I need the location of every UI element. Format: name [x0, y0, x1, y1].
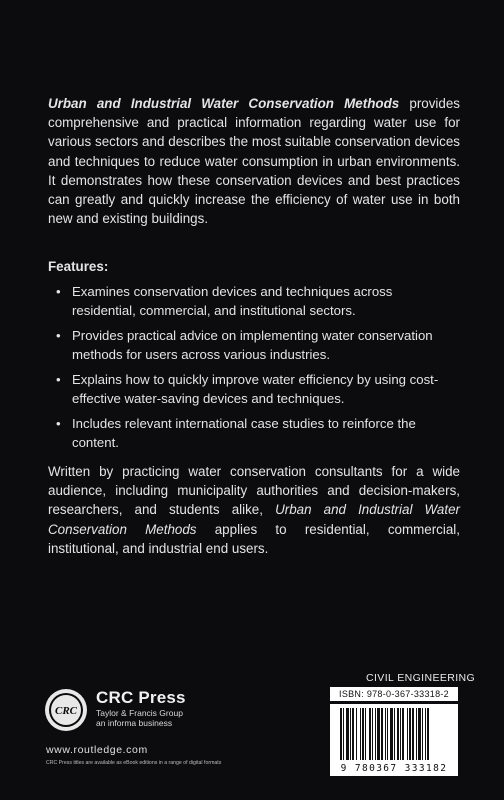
barcode-digits: 9 780367 333182: [340, 763, 448, 774]
barcode-bar: [372, 708, 373, 760]
barcode-bar: [360, 708, 361, 760]
feature-text: Provides practical advice on implementing water conservation methods for users across various industries.: [72, 328, 433, 362]
isbn-label: ISBN: 978-0-367-33318-2: [330, 687, 458, 701]
barcode-bar: [350, 708, 351, 760]
description-body: provides comprehensive and practical information regarding water use for various sectors and describes the most suitable conservation devices and techniques to reduce water consumption in urban environments. It demonstrates how these conservation devices and best practices can greatly and quickly increase the efficiency of water use in both new and existing buildings.: [48, 96, 460, 227]
logo-text: CRC: [54, 705, 78, 717]
bullet-icon: •: [56, 328, 61, 343]
publisher-subtitle: [96, 708, 183, 728]
crc-press-logo-icon: [44, 688, 88, 732]
feature-text: Examines conservation devices and techniques across residential, commercial, and institutional sectors.: [72, 284, 393, 318]
barcode-bar: [356, 708, 357, 760]
feature-text: Explains how to quickly improve water efficiency by using cost-effective water-saving devices and techniques.: [72, 372, 439, 406]
barcode-bar: [412, 708, 414, 760]
barcode-bar: [362, 708, 364, 760]
subject-category: CIVIL ENGINEERING: [366, 672, 476, 684]
closing-part-2: applies to residential, commercial, institutional, and industrial end users.: [48, 521, 460, 556]
barcode-bar: [340, 708, 342, 760]
barcode-bars: [330, 704, 458, 764]
bullet-icon: •: [56, 284, 61, 299]
barcode-bar: [397, 708, 399, 760]
closing-paragraph: [48, 462, 460, 558]
features-heading: Features:: [48, 259, 109, 274]
barcode-bar: [402, 708, 404, 760]
barcode-bar: [416, 708, 417, 760]
barcode-bar: [381, 708, 383, 760]
book-title-bold-italic: Urban and Industrial Water Conservation Methods: [48, 96, 400, 111]
features-list: [56, 282, 456, 458]
bullet-icon: •: [56, 416, 61, 431]
closing-part-1: Written by practicing water conservation consultants for a wide audience, including municipality authorities and decision-makers, researchers, and students alike,: [48, 464, 460, 518]
barcode-bar: [422, 708, 423, 760]
publisher-tagline: an informa business: [96, 718, 173, 728]
barcode-bar: [425, 708, 426, 760]
barcode-bar: [375, 708, 376, 760]
feature-item: [56, 414, 456, 452]
barcode-bar: [400, 708, 401, 760]
feature-text: Includes relevant international case studies to reinforce the content.: [72, 416, 416, 450]
feature-item: [56, 370, 456, 408]
barcode-bar: [390, 708, 393, 760]
barcode-bar: [343, 708, 344, 760]
barcode-bar: [394, 708, 395, 760]
barcode-bar: [346, 708, 349, 760]
barcode-bar: [352, 708, 354, 760]
publisher-name: CRC Press: [96, 688, 186, 707]
feature-item: [56, 282, 456, 320]
barcode-bar: [385, 708, 386, 760]
barcode-bar: [387, 708, 388, 760]
barcode-bar: [365, 708, 366, 760]
barcode-bar: [407, 708, 408, 760]
barcode-bar: [369, 708, 371, 760]
barcode-icon: [330, 704, 458, 776]
barcode-bar: [377, 708, 380, 760]
publisher-url: www.routledge.com: [46, 744, 148, 756]
description-paragraph: [48, 94, 460, 228]
closing-book-title-italic: Urban and Industrial Water Conservation Methods: [48, 502, 460, 537]
ebook-fineprint: CRC Press titles are available as eBook editions in a range of digital formats: [46, 760, 222, 766]
barcode-bar: [427, 708, 429, 760]
bullet-icon: •: [56, 372, 61, 387]
publisher-group: Taylor & Francis Group: [96, 708, 183, 718]
barcode-bar: [409, 708, 411, 760]
feature-item: [56, 326, 456, 364]
barcode-bar: [418, 708, 421, 760]
